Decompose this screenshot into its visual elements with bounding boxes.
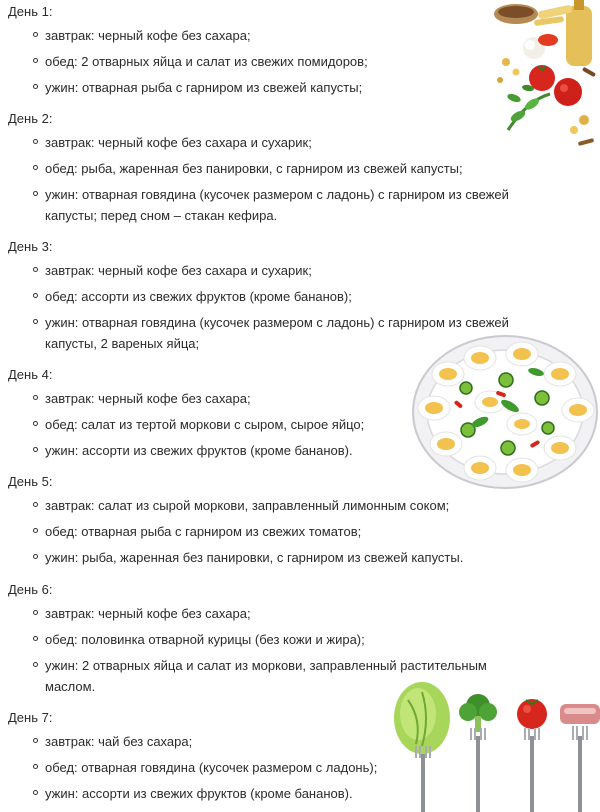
day-title: День 6:: [8, 582, 53, 597]
day-title: День 1:: [8, 4, 53, 19]
meal-lunch: обед: ассорти из свежих фруктов (кроме бананов);: [8, 286, 588, 307]
meal-dinner: ужин: отварная говядина (кусочек размером с ладонь) с гарниром из свежей капусты; перед сном – стакан кефира.: [8, 184, 510, 226]
meal-dinner: ужин: ассорти из свежих фруктов (кроме бананов).: [8, 783, 588, 804]
meal-dinner: ужин: отварная говядина (кусочек размером с ладонь) с гарниром из свежей капусты, 2 вареных яйца;: [8, 312, 510, 354]
day-title: День 5:: [8, 474, 53, 489]
day-title: День 3:: [8, 239, 53, 254]
forks-vegetables-image: [388, 680, 600, 812]
meal-breakfast: завтрак: черный кофе без сахара;: [8, 25, 588, 46]
meal-dinner: ужин: отварная рыба с гарниром из свежей капусты;: [8, 77, 588, 98]
meal-lunch: обед: салат из тертой моркови с сыром, сырое яйцо;: [8, 414, 588, 435]
meal-breakfast: завтрак: черный кофе без сахара и сухарик;: [8, 260, 588, 281]
meal-breakfast: завтрак: черный кофе без сахара;: [8, 388, 588, 409]
meal-dinner: ужин: 2 отварных яйца и салат из моркови, заправленный растительным маслом.: [8, 655, 535, 697]
meal-lunch: обед: половинка отварной курицы (без кожи и жира);: [8, 629, 588, 650]
meal-breakfast: завтрак: чай без сахара;: [8, 731, 588, 752]
stuffed-eggs-platter-image: [410, 332, 600, 492]
meal-lunch: обед: 2 отварных яйца и салат из свежих помидоров;: [8, 51, 588, 72]
day-title: День 7:: [8, 710, 53, 725]
meal-breakfast: завтрак: салат из сырой моркови, заправленный лимонным соком;: [8, 495, 588, 516]
meal-dinner: ужин: рыба, жаренная без панировки, с гарниром из свежей капусты.: [8, 547, 588, 568]
meal-dinner: ужин: ассорти из свежих фруктов (кроме бананов).: [8, 440, 588, 461]
meal-breakfast: завтрак: черный кофе без сахара и сухарик;: [8, 132, 588, 153]
day-title: День 2:: [8, 111, 53, 126]
meal-lunch: обед: отварная рыба с гарниром из свежих томатов;: [8, 521, 588, 542]
meal-breakfast: завтрак: черный кофе без сахара;: [8, 603, 588, 624]
meal-lunch: обед: рыба, жаренная без панировки, с гарниром из свежей капусты;: [8, 158, 588, 179]
day-title: День 4:: [8, 367, 53, 382]
meal-lunch: обед: отварная говядина (кусочек размером с ладонь);: [8, 757, 588, 778]
spices-vegetables-image: [488, 0, 600, 152]
meal-list: [8, 495, 588, 568]
